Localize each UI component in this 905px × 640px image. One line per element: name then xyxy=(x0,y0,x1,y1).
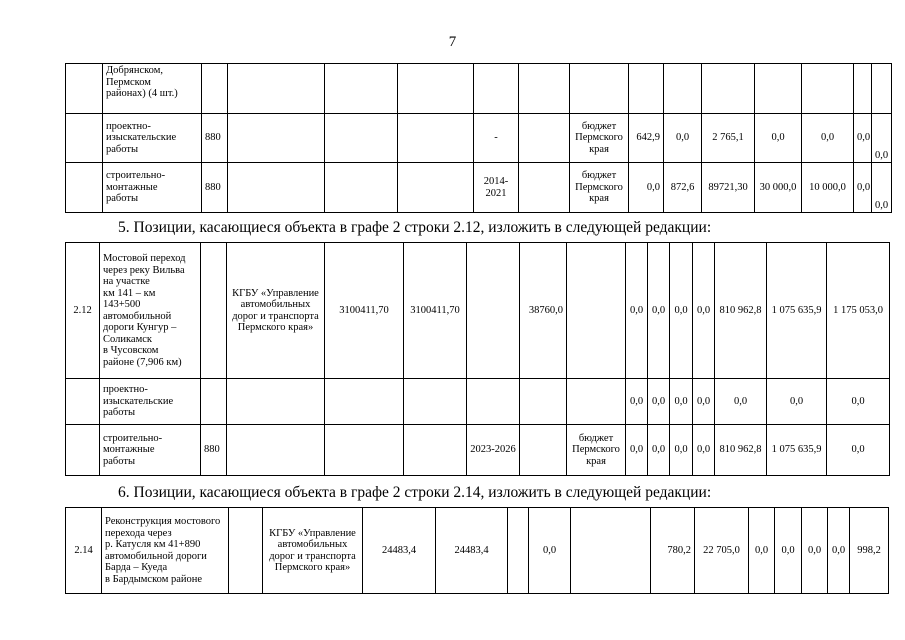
table-cell: 0,0 xyxy=(872,163,892,213)
table-cell xyxy=(66,64,103,114)
table-cell: 3100411,70 xyxy=(325,243,404,379)
table-cell: 0,0 xyxy=(827,379,890,425)
table-cell xyxy=(201,243,227,379)
table-cell: 642,9 xyxy=(629,114,664,163)
table-cell xyxy=(467,243,520,379)
table-cell: 0,0 xyxy=(626,425,648,476)
table-cell: 880 xyxy=(202,114,228,163)
table-cell: 1 175 053,0 xyxy=(827,243,890,379)
table-cell: 0,0 xyxy=(693,243,715,379)
table-cell: строительно- монтажные работы xyxy=(100,425,201,476)
table-cell xyxy=(325,114,398,163)
table-row xyxy=(66,379,890,425)
table-cell: проектно- изыскательские работы xyxy=(103,114,202,163)
table-cell xyxy=(755,64,802,114)
table-cell: - xyxy=(474,114,519,163)
table-cell xyxy=(66,114,103,163)
table-cell: 3100411,70 xyxy=(404,243,467,379)
table-cell: 880 xyxy=(202,163,228,213)
table-cell: Мостовой переход через реку Вильва на участке км 141 – км 143+500 автомобильной дороги Кунгур – Соликамск в Чусовском районе (7,906 км) xyxy=(100,243,201,379)
table-cell xyxy=(325,379,404,425)
table-cell xyxy=(508,508,529,594)
table-cell xyxy=(404,425,467,476)
table-cell xyxy=(398,163,474,213)
table-cell: 2.14 xyxy=(66,508,102,594)
table-cell: 2.12 xyxy=(66,243,100,379)
table-fragment-2 xyxy=(65,242,890,476)
table-cell: 0,0 xyxy=(854,163,872,213)
table-cell: 0,0 xyxy=(670,243,693,379)
table-cell: 0,0 xyxy=(715,379,767,425)
table-cell xyxy=(520,425,567,476)
table-cell xyxy=(228,114,325,163)
table-cell xyxy=(474,64,519,114)
table-cell: 0,0 xyxy=(828,508,850,594)
table-cell xyxy=(325,163,398,213)
table-cell xyxy=(872,64,892,114)
table-cell: 24483,4 xyxy=(436,508,508,594)
table-cell: 0,0 xyxy=(626,379,648,425)
table-cell xyxy=(66,379,100,425)
table-cell xyxy=(228,163,325,213)
table-cell: 0,0 xyxy=(755,114,802,163)
table-cell xyxy=(325,425,404,476)
table-cell xyxy=(567,379,626,425)
table-cell xyxy=(325,64,398,114)
table-cell xyxy=(629,64,664,114)
table-cell: 0,0 xyxy=(670,425,693,476)
table-row xyxy=(66,64,892,114)
section-heading-6: 6. Позиции, касающиеся объекта в графе 2 строки 2.14, изложить в следующей редакции: xyxy=(118,484,712,501)
table-cell: 38760,0 xyxy=(520,243,567,379)
table-cell: 0,0 xyxy=(664,114,702,163)
table-cell: КГБУ «Управление автомобильных дорог и транспорта Пермского края» xyxy=(227,243,325,379)
table-cell xyxy=(228,64,325,114)
page-number: 7 xyxy=(448,34,457,50)
table-cell xyxy=(520,379,567,425)
table-cell: 0,0 xyxy=(872,114,892,163)
table-cell xyxy=(519,114,570,163)
table-cell: 0,0 xyxy=(802,114,854,163)
table-cell: 89721,30 xyxy=(702,163,755,213)
table-cell: КГБУ «Управление автомобильных дорог и транспорта Пермского края» xyxy=(263,508,363,594)
table-cell: 2 765,1 xyxy=(702,114,755,163)
table-row xyxy=(66,114,892,163)
table-cell: 0,0 xyxy=(749,508,775,594)
table-cell: 0,0 xyxy=(648,379,670,425)
table-row xyxy=(66,508,889,594)
table-row xyxy=(66,163,892,213)
table-cell: 780,2 xyxy=(651,508,695,594)
section-heading-5: 5. Позиции, касающиеся объекта в графе 2 строки 2.12, изложить в следующей редакции: xyxy=(118,219,712,236)
table-cell: 24483,4 xyxy=(363,508,436,594)
table-cell: 0,0 xyxy=(854,114,872,163)
table-cell xyxy=(854,64,872,114)
table-cell: 1 075 635,9 xyxy=(767,243,827,379)
table-cell: 0,0 xyxy=(648,425,670,476)
table-cell xyxy=(802,64,854,114)
table-fragment-3 xyxy=(65,507,889,594)
table-cell: 0,0 xyxy=(693,379,715,425)
table-cell xyxy=(519,64,570,114)
table-cell: 0,0 xyxy=(629,163,664,213)
table-cell xyxy=(227,425,325,476)
table-cell: 0,0 xyxy=(693,425,715,476)
table-cell: 810 962,8 xyxy=(715,243,767,379)
table-cell xyxy=(398,64,474,114)
table-cell xyxy=(404,379,467,425)
table-cell: проектно- изыскательские работы xyxy=(100,379,201,425)
table-cell xyxy=(519,163,570,213)
table-cell: 0,0 xyxy=(670,379,693,425)
table-cell: бюджет Пермского края xyxy=(570,163,629,213)
table-row xyxy=(66,243,890,379)
table-cell: 2014- 2021 xyxy=(474,163,519,213)
table-cell xyxy=(567,243,626,379)
table-cell: 0,0 xyxy=(529,508,571,594)
table-cell: бюджет Пермского края xyxy=(567,425,626,476)
table-cell: 872,6 xyxy=(664,163,702,213)
table-cell xyxy=(664,64,702,114)
table-cell xyxy=(202,64,228,114)
table-cell: 30 000,0 xyxy=(755,163,802,213)
table-fragment-1 xyxy=(65,63,892,213)
table-cell: 22 705,0 xyxy=(695,508,749,594)
table-cell: 0,0 xyxy=(648,243,670,379)
table-cell: 1 075 635,9 xyxy=(767,425,827,476)
table-cell: 2023-2026 xyxy=(467,425,520,476)
table-cell xyxy=(467,379,520,425)
table-cell: 0,0 xyxy=(827,425,890,476)
table-cell xyxy=(570,64,629,114)
table-cell xyxy=(571,508,651,594)
table-cell: 10 000,0 xyxy=(802,163,854,213)
table-cell xyxy=(227,379,325,425)
table-cell: Реконструкция мостового перехода через р. Катусля км 41+890 автомобильной дороги Барда – Куеда в Бардымском районе xyxy=(102,508,229,594)
table-cell: 880 xyxy=(201,425,227,476)
table-cell xyxy=(201,379,227,425)
table-row xyxy=(66,425,890,476)
table-cell: строительно- монтажные работы xyxy=(103,163,202,213)
table-cell xyxy=(229,508,263,594)
table-cell: 0,0 xyxy=(767,379,827,425)
table-cell: 0,0 xyxy=(775,508,802,594)
table-cell xyxy=(398,114,474,163)
table-cell: бюджет Пермского края xyxy=(570,114,629,163)
table-cell xyxy=(702,64,755,114)
table-cell: 0,0 xyxy=(802,508,828,594)
table-cell: 0,0 xyxy=(626,243,648,379)
table-cell: Добрянском, Пермском районах) (4 шт.) xyxy=(103,64,202,114)
table-cell: 810 962,8 xyxy=(715,425,767,476)
table-cell xyxy=(66,425,100,476)
table-cell: 998,2 xyxy=(850,508,889,594)
table-cell xyxy=(66,163,103,213)
